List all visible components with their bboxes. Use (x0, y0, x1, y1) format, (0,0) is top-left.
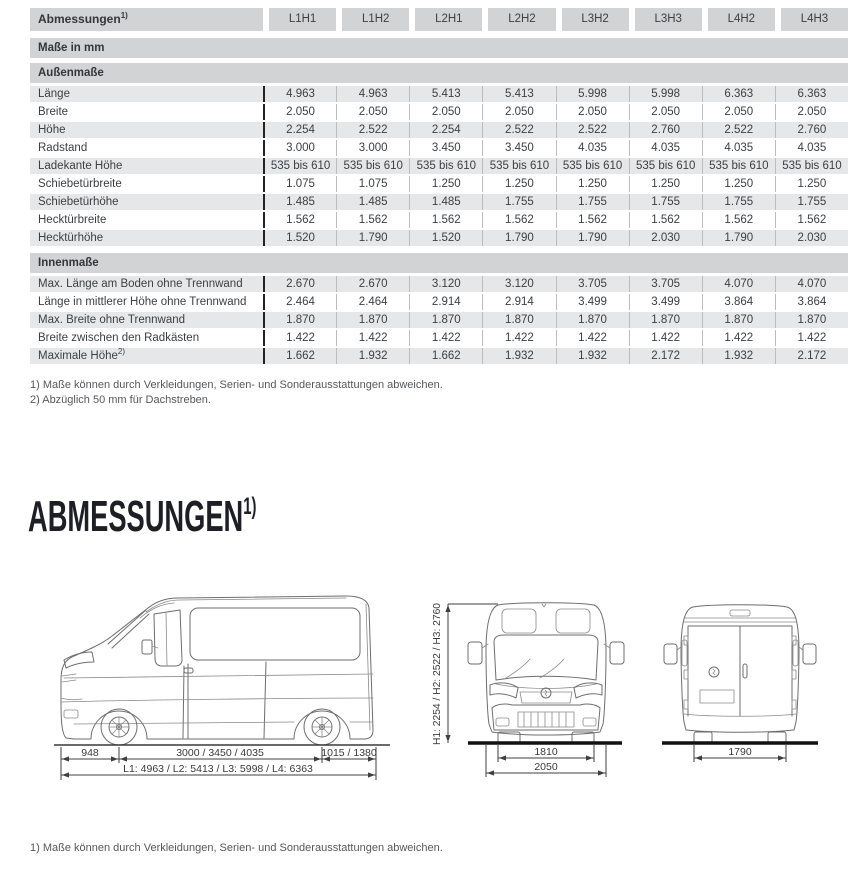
value-cell: 2.464 (263, 294, 336, 310)
value-cell: 1.422 (336, 330, 409, 346)
value-cell: 3.120 (409, 276, 482, 292)
table-footnotes (30, 378, 848, 408)
table-row (30, 122, 848, 140)
row-label-footnote-ref: 2) (117, 348, 126, 357)
value-cell: 6.363 (775, 86, 848, 102)
van-rear-view-drawing (648, 552, 833, 802)
value-cell: 3.450 (409, 140, 482, 156)
row-label: Höhe (38, 124, 66, 136)
row-label-cell (30, 122, 263, 138)
row-label-cell (30, 86, 263, 102)
drawings-strip (0, 552, 855, 802)
value-cell: 1.870 (263, 312, 336, 328)
value-cell: 1.870 (629, 312, 702, 328)
value-cell: 1.485 (263, 194, 336, 210)
section-header (30, 38, 848, 58)
door-handle (743, 664, 747, 678)
table-title-footnote-ref: 1) (120, 11, 128, 20)
value-cell: 1.422 (409, 330, 482, 346)
column-header: L2H1 (409, 8, 482, 31)
value-cell: 1.870 (409, 312, 482, 328)
table-title-cell (30, 8, 263, 31)
value-cell: 1.250 (702, 176, 775, 192)
van-rear-body (664, 605, 816, 743)
row-label-cell (30, 294, 263, 310)
value-cell: 1.485 (336, 194, 409, 210)
column-header: L1H2 (336, 8, 409, 31)
value-cell: 3.000 (336, 140, 409, 156)
row-label-cell (30, 212, 263, 228)
value-cell: 1.250 (409, 176, 482, 192)
value-cell: 1.422 (263, 330, 336, 346)
value-cell: 4.070 (702, 276, 775, 292)
value-cell: 4.035 (556, 140, 629, 156)
value-cell: 2.050 (556, 104, 629, 120)
dimensions-table (30, 8, 848, 366)
value-cell: 1.790 (556, 230, 629, 246)
value-cell: 1.562 (556, 212, 629, 228)
value-cell: 1.562 (409, 212, 482, 228)
value-cell: 1.250 (556, 176, 629, 192)
value-cell: 1.422 (702, 330, 775, 346)
value-cell: 535 bis 610 (556, 158, 629, 174)
rear-dimension-lines (694, 745, 786, 762)
section-heading (28, 494, 397, 540)
value-cell: 1.485 (409, 194, 482, 210)
value-cell: 1.932 (336, 348, 409, 364)
table-row (30, 312, 848, 330)
van-front-body (468, 603, 624, 744)
heading-label: ABMESSUNGEN (28, 492, 244, 541)
footnote-1: 1) Maße können durch Verkleidungen, Serien- und Sonderausstattungen abweichen. (30, 379, 443, 391)
column-header: L2H2 (482, 8, 555, 31)
dim-track-width: 1810 (534, 746, 558, 758)
van-side-view-drawing (50, 552, 395, 802)
column-header: L3H2 (556, 8, 629, 31)
row-label: Hecktürbreite (38, 214, 107, 226)
value-cell: 1.870 (775, 312, 848, 328)
value-cell: 3.705 (629, 276, 702, 292)
table-row (30, 176, 848, 194)
value-cell: 2.050 (629, 104, 702, 120)
value-cell: 1.422 (482, 330, 555, 346)
value-cell: 1.520 (409, 230, 482, 246)
row-label: Breite zwischen den Radkästen (38, 332, 200, 344)
value-cell: 1.870 (482, 312, 555, 328)
value-cell: 2.914 (482, 294, 555, 310)
value-cell: 535 bis 610 (629, 158, 702, 174)
row-label-cell (30, 230, 263, 246)
row-label: Maximale Höhe (38, 350, 118, 362)
row-label: Länge (38, 88, 70, 100)
row-label: Max. Breite ohne Trennwand (38, 314, 186, 326)
value-cell: 1.562 (702, 212, 775, 228)
value-cell: 3.120 (482, 276, 555, 292)
row-label-cell (30, 104, 263, 120)
dimensions-table-wrap (30, 8, 848, 408)
section-header (30, 63, 848, 83)
row-label: Breite (38, 106, 69, 118)
column-header: L1H1 (263, 8, 336, 31)
value-cell: 1.755 (629, 194, 702, 210)
value-cell: 5.998 (629, 86, 702, 102)
value-cell: 1.790 (336, 230, 409, 246)
value-cell: 535 bis 610 (702, 158, 775, 174)
value-cell: 2.522 (336, 122, 409, 138)
value-cell: 1.870 (336, 312, 409, 328)
value-cell: 2.050 (409, 104, 482, 120)
value-cell: 1.870 (702, 312, 775, 328)
value-cell: 1.562 (482, 212, 555, 228)
value-cell: 4.963 (336, 86, 409, 102)
column-header: L3H3 (629, 8, 702, 31)
value-cell: 1.790 (482, 230, 555, 246)
value-cell: 3.864 (775, 294, 848, 310)
row-label: Schiebetürhöhe (38, 196, 119, 208)
value-cell: 2.254 (409, 122, 482, 138)
table-row (30, 212, 848, 230)
value-cell: 2.050 (482, 104, 555, 120)
value-cell: 2.172 (629, 348, 702, 364)
value-cell: 2.670 (263, 276, 336, 292)
value-cell: 6.363 (702, 86, 775, 102)
value-cell: 1.562 (775, 212, 848, 228)
value-cell: 2.760 (775, 122, 848, 138)
value-cell: 535 bis 610 (775, 158, 848, 174)
row-label-cell (30, 276, 263, 292)
value-cell: 5.998 (556, 86, 629, 102)
van-side-wheels (101, 709, 340, 745)
value-cell: 1.755 (775, 194, 848, 210)
dim-wheelbase: 3000 / 3450 / 4035 (176, 747, 264, 759)
value-cell: 2.670 (336, 276, 409, 292)
value-cell: 1.755 (556, 194, 629, 210)
dim-overall-width: 2050 (534, 761, 558, 773)
value-cell: 2.050 (336, 104, 409, 120)
value-cell: 4.035 (629, 140, 702, 156)
value-cell: 1.422 (556, 330, 629, 346)
side-dimension-lines (61, 747, 377, 780)
value-cell: 3.499 (556, 294, 629, 310)
value-cell: 1.562 (336, 212, 409, 228)
value-cell: 2.914 (409, 294, 482, 310)
value-cell: 1.932 (482, 348, 555, 364)
value-cell: 1.422 (629, 330, 702, 346)
value-cell: 4.070 (775, 276, 848, 292)
dim-total-length: L1: 4963 / L2: 5413 / L3: 5998 / L4: 6363 (123, 763, 313, 775)
row-label-cell (30, 158, 263, 174)
section-rows (30, 86, 848, 248)
value-cell: 5.413 (409, 86, 482, 102)
dim-rear-width: 1790 (728, 746, 752, 758)
van-front-view-drawing (432, 552, 632, 802)
value-cell: 535 bis 610 (336, 158, 409, 174)
front-dimension-lines (431, 599, 606, 777)
value-cell: 1.562 (263, 212, 336, 228)
table-row (30, 104, 848, 122)
value-cell: 4.035 (775, 140, 848, 156)
footnote-2: 2) Abzüglich 50 mm für Dachstreben. (30, 394, 211, 406)
table-row (30, 330, 848, 348)
section-title: Innenmaße (38, 257, 99, 269)
section-title: Maße in mm (38, 42, 105, 54)
value-cell: 1.662 (409, 348, 482, 364)
row-label-cell (30, 330, 263, 346)
row-label-cell (30, 194, 263, 210)
value-cell: 2.464 (336, 294, 409, 310)
value-cell: 2.760 (629, 122, 702, 138)
value-cell: 3.450 (482, 140, 555, 156)
value-cell: 2.172 (775, 348, 848, 364)
dim-rear-overhang: 1015 / 1380 (321, 747, 377, 759)
value-cell: 2.050 (775, 104, 848, 120)
value-cell: 1.250 (482, 176, 555, 192)
value-cell: 1.755 (702, 194, 775, 210)
value-cell: 1.932 (702, 348, 775, 364)
value-cell: 4.963 (263, 86, 336, 102)
row-label: Länge in mittlerer Höhe ohne Trennwand (38, 296, 247, 308)
row-label: Hecktürhöhe (38, 232, 104, 244)
bottom-footnote: 1) Maße können durch Verkleidungen, Serien- und Sonderausstattungen abweichen. (30, 842, 443, 854)
value-cell: 3.864 (702, 294, 775, 310)
table-row (30, 86, 848, 104)
table-row (30, 194, 848, 212)
value-cell: 2.522 (556, 122, 629, 138)
value-cell: 1.932 (556, 348, 629, 364)
value-cell: 2.030 (775, 230, 848, 246)
row-label-cell (30, 348, 263, 364)
row-label: Schiebetürbreite (38, 178, 122, 190)
row-label-cell (30, 176, 263, 192)
value-cell: 535 bis 610 (482, 158, 555, 174)
row-label: Ladekante Höhe (38, 160, 123, 172)
column-header: L4H2 (702, 8, 775, 31)
value-cell: 2.050 (263, 104, 336, 120)
value-cell: 1.562 (629, 212, 702, 228)
value-cell: 1.520 (263, 230, 336, 246)
value-cell: 1.422 (775, 330, 848, 346)
section-heading-text (28, 494, 256, 540)
value-cell: 5.413 (482, 86, 555, 102)
table-row (30, 294, 848, 312)
value-cell: 2.030 (629, 230, 702, 246)
row-label: Max. Länge am Boden ohne Trennwand (38, 278, 243, 290)
value-cell: 535 bis 610 (409, 158, 482, 174)
table-row (30, 230, 848, 248)
value-cell: 4.035 (702, 140, 775, 156)
table-row (30, 276, 848, 294)
value-cell: 2.050 (702, 104, 775, 120)
section-title: Außenmaße (38, 67, 104, 79)
value-cell: 2.522 (482, 122, 555, 138)
value-cell: 2.522 (702, 122, 775, 138)
value-cell: 1.870 (556, 312, 629, 328)
value-cell: 1.755 (482, 194, 555, 210)
section-rows (30, 276, 848, 366)
row-label-cell (30, 140, 263, 156)
value-cell: 1.790 (702, 230, 775, 246)
value-cell: 1.250 (775, 176, 848, 192)
row-label-cell (30, 312, 263, 328)
column-header: L4H3 (775, 8, 848, 31)
value-cell: 1.250 (629, 176, 702, 192)
table-row (30, 348, 848, 366)
value-cell: 3.000 (263, 140, 336, 156)
row-label: Radstand (38, 142, 88, 154)
dim-front-overhang: 948 (81, 747, 99, 759)
dim-height-label: H1: 2254 / H2: 2522 / H3: 2760 (431, 599, 443, 745)
table-row (30, 158, 848, 176)
table-header-row (30, 8, 848, 31)
value-cell: 1.662 (263, 348, 336, 364)
table-row (30, 140, 848, 158)
value-cell: 3.705 (556, 276, 629, 292)
table-title: Abmessungen (38, 12, 121, 26)
value-cell: 1.075 (263, 176, 336, 192)
value-cell: 2.254 (263, 122, 336, 138)
value-cell: 3.499 (629, 294, 702, 310)
value-cell: 535 bis 610 (263, 158, 336, 174)
value-cell: 1.075 (336, 176, 409, 192)
section-header (30, 253, 848, 273)
heading-footnote-ref: 1) (243, 493, 257, 520)
